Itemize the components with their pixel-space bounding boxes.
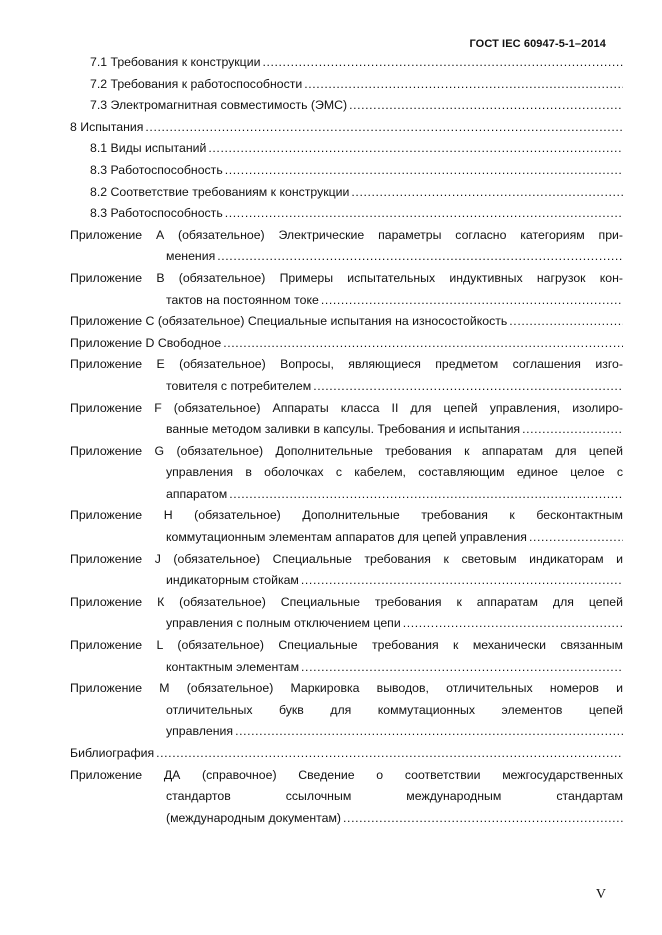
toc-entry-8-1[interactable] [70, 138, 623, 160]
toc-entry-text: менения [166, 249, 216, 264]
toc-entry-text: товителя с потребителем [166, 378, 312, 393]
leader-dots [262, 52, 623, 74]
toc-entry-text: Библиография [70, 746, 155, 760]
toc-entry-text: 8.3 Работоспособность [90, 206, 223, 221]
toc-entry-appendix-g[interactable] [70, 441, 623, 506]
toc-entry-text: стандартов ссылочным международным стандартам [166, 789, 623, 804]
leader-dots [229, 484, 623, 506]
toc-entry-text: 8 Испытания [70, 119, 144, 134]
toc-entry-text: тактов на постоянном токе [166, 292, 319, 307]
leader-dots [225, 160, 623, 182]
leader-dots [349, 95, 623, 117]
toc-entry-text: 8.2 Соответствие требованиям к конструкции [90, 184, 350, 199]
toc-entry-7-2[interactable] [70, 74, 623, 96]
toc-entry-appendix-k[interactable] [70, 592, 623, 635]
toc-entry-appendix-a[interactable] [70, 225, 623, 268]
leader-dots [225, 203, 623, 225]
toc-entry-text: Приложение F (обязательное) Аппараты класса II для цепей управления, изолиро- [70, 400, 623, 415]
leader-dots [301, 570, 623, 592]
toc-entry-text: Приложение Е (обязательное) Вопросы, являющиеся предметом соглашения изго- [70, 357, 623, 372]
toc-entry-appendix-c[interactable] [70, 311, 623, 333]
toc-entry-text: контактным элементам [166, 659, 300, 674]
toc-entry-text: Приложение ДА (справочное) Сведение о соответствии межгосударственных [70, 767, 623, 782]
toc-entry-text: Приложение С (обязательное) Специальные испытания на износостойкость [70, 314, 508, 329]
leader-dots [321, 290, 623, 312]
leader-dots [529, 527, 623, 549]
toc-entry-appendix-l[interactable] [70, 635, 623, 678]
toc-entry-text: управления с полным отключением цепи [166, 616, 401, 631]
toc-entry-text: Приложение К (обязательное) Специальные требования к аппаратам для цепей [70, 594, 623, 609]
toc-entry-appendix-m[interactable] [70, 678, 623, 743]
toc-entry-text: Приложение D Свободное [70, 335, 222, 350]
toc-entry-text: 7.1 Требования к конструкции [90, 55, 261, 69]
leader-dots [217, 246, 623, 268]
table-of-contents [70, 52, 623, 829]
toc-entry-text: (международным документам) [166, 810, 342, 825]
toc-entry-appendix-e[interactable] [70, 354, 623, 397]
toc-entry-8[interactable] [70, 117, 623, 139]
leader-dots [301, 657, 623, 679]
toc-entry-text: аппаратом [166, 486, 228, 501]
toc-entry-text: Приложение G (обязательное) Дополнительные требования к аппаратам для цепей [70, 443, 623, 458]
toc-entry-text: управления в оболочках с кабелем, составляющим единое целое с [166, 465, 623, 480]
toc-entry-text: Приложение Н (обязательное) Дополнительные требования к бесконтактным [70, 508, 623, 523]
toc-entry-text: Приложение L (обязательное) Специальные требования к механически связанным [70, 638, 623, 653]
leader-dots [403, 613, 623, 635]
toc-entry-text: Приложение А (обязательное) Электрические параметры согласно категориям при- [70, 227, 623, 242]
toc-entry-text: 8.3 Работоспособность [90, 162, 223, 177]
toc-entry-text: 7.2 Требования к работоспособности [90, 76, 303, 91]
toc-entry-text: индикаторным стойкам [166, 573, 299, 588]
toc-entry-8-3-first[interactable] [70, 160, 623, 182]
leader-dots [208, 138, 623, 160]
toc-entry-text: 8.1 Виды испытаний [90, 141, 207, 156]
toc-entry-7-1[interactable] [70, 52, 623, 74]
leader-dots [313, 376, 623, 398]
toc-entry-appendix-b[interactable] [70, 268, 623, 311]
toc-entry-appendix-j[interactable] [70, 549, 623, 592]
toc-entry-7-3[interactable] [70, 95, 623, 117]
leader-dots [304, 74, 623, 96]
leader-dots [522, 419, 623, 441]
leader-dots [343, 808, 623, 830]
toc-entry-text: ванные методом заливки в капсулы. Требования и испытания [166, 422, 521, 437]
page-number: V [595, 887, 606, 902]
leader-dots [235, 721, 623, 743]
toc-entry-text: 7.3 Электромагнитная совместимость (ЭМС) [90, 98, 348, 113]
document-header: ГОСТ IEC 60947-5-1–2014 [469, 38, 606, 50]
leader-dots [145, 117, 623, 139]
toc-entry-bibliography[interactable] [70, 743, 623, 765]
leader-dots [223, 333, 623, 355]
toc-entry-8-2[interactable] [70, 182, 623, 204]
toc-entry-text: Приложение В (обязательное) Примеры испытательных индуктивных нагрузок кон- [70, 270, 623, 285]
toc-entry-appendix-da[interactable] [70, 765, 623, 830]
toc-entry-text: Приложение J (обязательное) Специальные требования к световым индикаторам и [70, 551, 623, 566]
leader-dots [351, 182, 623, 204]
toc-entry-text: отличительных букв для коммутационных элементов цепей [166, 702, 623, 717]
toc-entry-text: управления [166, 724, 234, 739]
leader-dots [156, 743, 623, 765]
toc-entry-appendix-d[interactable] [70, 333, 623, 355]
toc-entry-text: коммутационным элементам аппаратов для цепей управления [166, 530, 527, 545]
toc-entry-appendix-f[interactable] [70, 398, 623, 441]
leader-dots [509, 311, 623, 333]
toc-entry-appendix-h[interactable] [70, 505, 623, 548]
toc-entry-8-3-second[interactable] [70, 203, 623, 225]
toc-entry-text: Приложение М (обязательное) Маркировка выводов, отличительных номеров и [70, 681, 623, 696]
